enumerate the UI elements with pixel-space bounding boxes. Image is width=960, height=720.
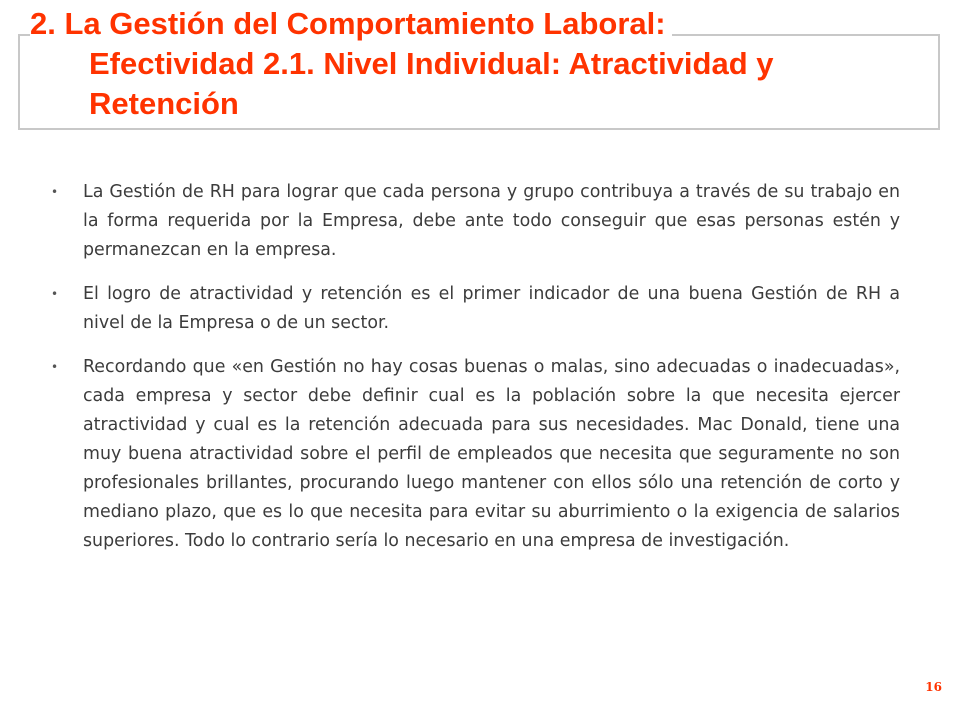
bullet-item	[45, 280, 900, 338]
bullet-text: Recordando que «en Gestión no hay cosas buenas o malas, sino adecuadas o inadecuadas», cada empresa y sector debe definir cual es la población sobre la que necesita ejercer atractividad y cual es la retención adecuada para sus necesidades. Mac Donald, tiene una muy buena atractividad sobre el perfil de empleados que necesita que seguramente no son profesionales brillantes, procurando luego mantener con ellos sólo una retención de corto y mediano plazo, que es lo que necesita para evitar su aburrimiento o la exigencia de salarios superiores. Todo lo contrario sería lo necesario en una empresa de investigación.	[83, 357, 900, 551]
title-line-3: Retención	[89, 86, 239, 121]
bullet-item	[45, 178, 900, 265]
title-line-2: Efectividad 2.1. Nivel Individual: Atractividad y	[89, 46, 774, 81]
bullet-marker: •	[51, 287, 59, 301]
title-line-1: 2. La Gestión del Comportamiento Laboral:	[30, 4, 672, 44]
bullet-marker: •	[51, 360, 59, 374]
page-number: 16	[925, 680, 942, 694]
bullet-list	[45, 178, 900, 571]
bullet-marker: •	[51, 185, 59, 199]
bullet-text: La Gestión de RH para lograr que cada persona y grupo contribuya a través de su trabajo en la forma requerida por la Empresa, debe ante todo conseguir que esas personas estén y permanezcan en la empresa.	[83, 182, 900, 260]
slide-title	[30, 4, 930, 124]
bullet-text: El logro de atractividad y retención es el primer indicador de una buena Gestión de RH a nivel de la Empresa o de un sector.	[83, 284, 900, 333]
bullet-item	[45, 353, 900, 556]
